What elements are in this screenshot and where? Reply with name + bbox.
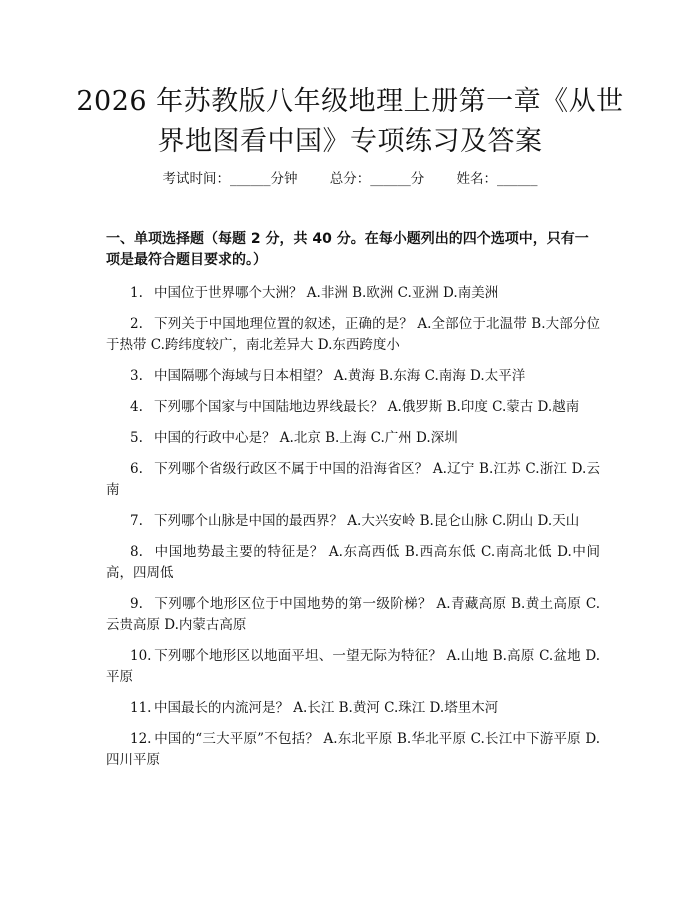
- question-text: 中国最长的内流河是？ A.长江 B.黄河 C.珠江 D.塔里木河: [154, 700, 499, 716]
- question-text: 下列哪个地形区以地面平坦、一望无际为特征？ A.山地 B.高原 C.盆地 D.平原: [106, 648, 600, 685]
- page-title: [60, 82, 640, 162]
- question-text: 中国的“三大平原”不包括？ A.东北平原 B.华北平原 C.长江中下游平原 D.四川平原: [106, 731, 600, 768]
- question-item: [106, 511, 600, 532]
- question-number: 6.: [130, 461, 143, 477]
- question-number: 5.: [130, 430, 143, 446]
- title-line-1: 2026 年苏教版八年级地理上册第一章《从世: [76, 86, 624, 117]
- question-text: 下列关于中国地理位置的叙述，正确的是？ A.全部位于北温带 B.大部分位于热带 C.跨纬度较广，南北差异大 D.东西跨度小: [106, 316, 600, 353]
- question-text: 中国隔哪个海域与日本相望？ A.黄海 B.东海 C.南海 D.太平洋: [154, 368, 526, 384]
- question-item: [106, 314, 600, 356]
- question-text: 中国位于世界哪个大洲？ A.非洲 B.欧洲 C.亚洲 D.南美洲: [154, 285, 499, 301]
- question-text: 下列哪个山脉是中国的最西界？ A.大兴安岭 B.昆仑山脉 C.阴山 D.天山: [154, 513, 580, 529]
- exam-time-field: 考试时间：______分钟: [162, 171, 298, 187]
- student-name-field: 姓名：______: [456, 171, 538, 187]
- question-list: [106, 283, 600, 781]
- question-number: 10.: [130, 648, 152, 664]
- question-number: 12.: [130, 731, 152, 747]
- question-text: 下列哪个地形区位于中国地势的第一级阶梯？ A.青藏高原 B.黄土高原 C.云贵高原 D.内蒙古高原: [106, 596, 600, 633]
- question-text: 下列哪个省级行政区不属于中国的沿海省区？ A.辽宁 B.江苏 C.浙江 D.云南: [106, 461, 600, 498]
- question-item: [106, 283, 600, 304]
- question-number: 2.: [130, 316, 143, 332]
- question-number: 8.: [130, 544, 143, 560]
- question-text: 中国的行政中心是？ A.北京 B.上海 C.广州 D.深圳: [154, 430, 458, 446]
- question-item: [106, 646, 600, 688]
- question-item: [106, 542, 600, 584]
- question-number: 7.: [130, 513, 143, 529]
- question-number: 1.: [130, 285, 143, 301]
- question-number: 4.: [130, 399, 143, 415]
- question-item: [106, 698, 600, 719]
- title-line-2: 界地图看中国》专项练习及答案: [157, 126, 543, 157]
- question-item: [106, 459, 600, 501]
- question-number: 9.: [130, 596, 143, 612]
- question-text: 下列哪个国家与中国陆地边界线最长？ A.俄罗斯 B.印度 C.蒙古 D.越南: [154, 399, 580, 415]
- question-item: [106, 397, 600, 418]
- question-number: 3.: [130, 368, 143, 384]
- question-number: 11.: [130, 700, 152, 716]
- question-item: [106, 366, 600, 387]
- total-score-field: 总分：______分: [329, 171, 425, 187]
- question-text: 中国地势最主要的特征是？ A.东高西低 B.西高东低 C.南高北低 D.中间高，四周低: [106, 544, 600, 581]
- question-item: [106, 594, 600, 636]
- question-item: [106, 428, 600, 449]
- section-title: 一、单项选择题（每题 2 分，共 40 分。在每小题列出的四个选项中，只有一项是最符合题目要求的。）: [106, 231, 589, 268]
- question-item: [106, 729, 600, 771]
- exam-info: [0, 170, 700, 188]
